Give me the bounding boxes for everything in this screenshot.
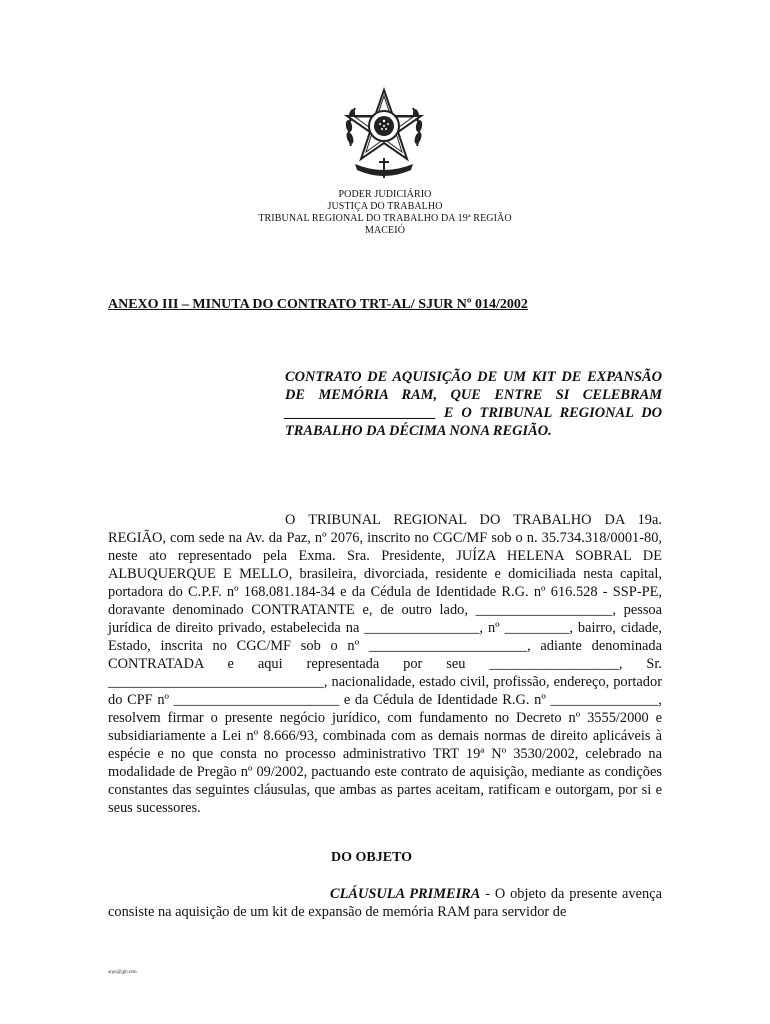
institution-header (0, 189, 770, 237)
clause-paragraph (108, 885, 662, 921)
header-line-regional-court: TRIBUNAL REGIONAL DO TRABALHO DA 19ª REGIÃO (258, 213, 512, 224)
body-paragraph (108, 511, 662, 817)
section-heading: DO OBJETO (331, 850, 413, 865)
annex-title: ANEXO III – MINUTA DO CONTRATO TRT-AL/ SJUR Nº 014/2002 (108, 297, 528, 312)
footer-note: aqui@jgb.rem (108, 970, 137, 975)
header-line-city: MACEIÓ (364, 225, 406, 236)
header-line-labor-justice: JUSTIÇA DO TRABALHO (327, 201, 443, 212)
brazil-coat-of-arms-icon (341, 86, 427, 182)
header-line-judiciary: PODER JUDICIÁRIO (338, 189, 432, 200)
body-paragraph-text: O TRIBUNAL REGIONAL DO TRABALHO DA 19a. REGIÃO, com sede na Av. da Paz, nº 2076, inscrito no CGC/MF sob o n. 35.734.318/0001-80, neste ato representado pela Exma. Sra. Presidente, JUÍZA HELENA SOBRAL DE ALBUQUERQUE E MELLO, brasileira, divorciada, residente e domiciliada nesta capital, portadora do C.P.F. nº 168.081.184-34 e da Cédula de Identidade R.G. nº 616.528 - SSP-PE, doravante denominado CONTRATANTE e, de outro lado, ___________________, pessoa jurídica de direito privado, estabelecida na ________________, nº _________, bairro, cidade, Estado, inscrita no CGC/MF sob o nº ______________________, adiante denominada CONTRATADA e aqui representada por seu __________________, Sr. ______________________________, nacionalidade, estado civil, profissão, endereço, portador do CPF nº _______________________ e da Cédula de Identidade R.G. nº _______________, resolvem firmar o presente negócio jurídico, com fundamento no Decreto nº 3555/2000 e subsidiariamente a Lei nº 8.666/93, combinada com as demais normas de direito aplicáveis à espécie e no que consta no processo administrativo TRT 19ª Nº 3530/2002, celebrado na modalidade de Pregão nº 09/2002, pactuando este contrato de aquisição, mediante as condições constantes das seguintes cláusulas, que ambas as partes aceitam, ratificam e outorgam, por si e seus sucessores. (108, 512, 662, 816)
clause-label: CLÁUSULA PRIMEIRA (330, 886, 481, 902)
clause-text: - O objeto da presente avença consiste na aquisição de um kit de expansão de memória RAM para servidor de (108, 886, 662, 920)
contract-summary: CONTRATO DE AQUISIÇÃO DE UM KIT DE EXPANSÃO DE MEMÓRIA RAM, QUE ENTRE SI CELEBRAM _____________________ E O TRIBUNAL REGIONAL DO TRABALHO DA DÉCIMA NONA REGIÃO. (285, 369, 662, 439)
